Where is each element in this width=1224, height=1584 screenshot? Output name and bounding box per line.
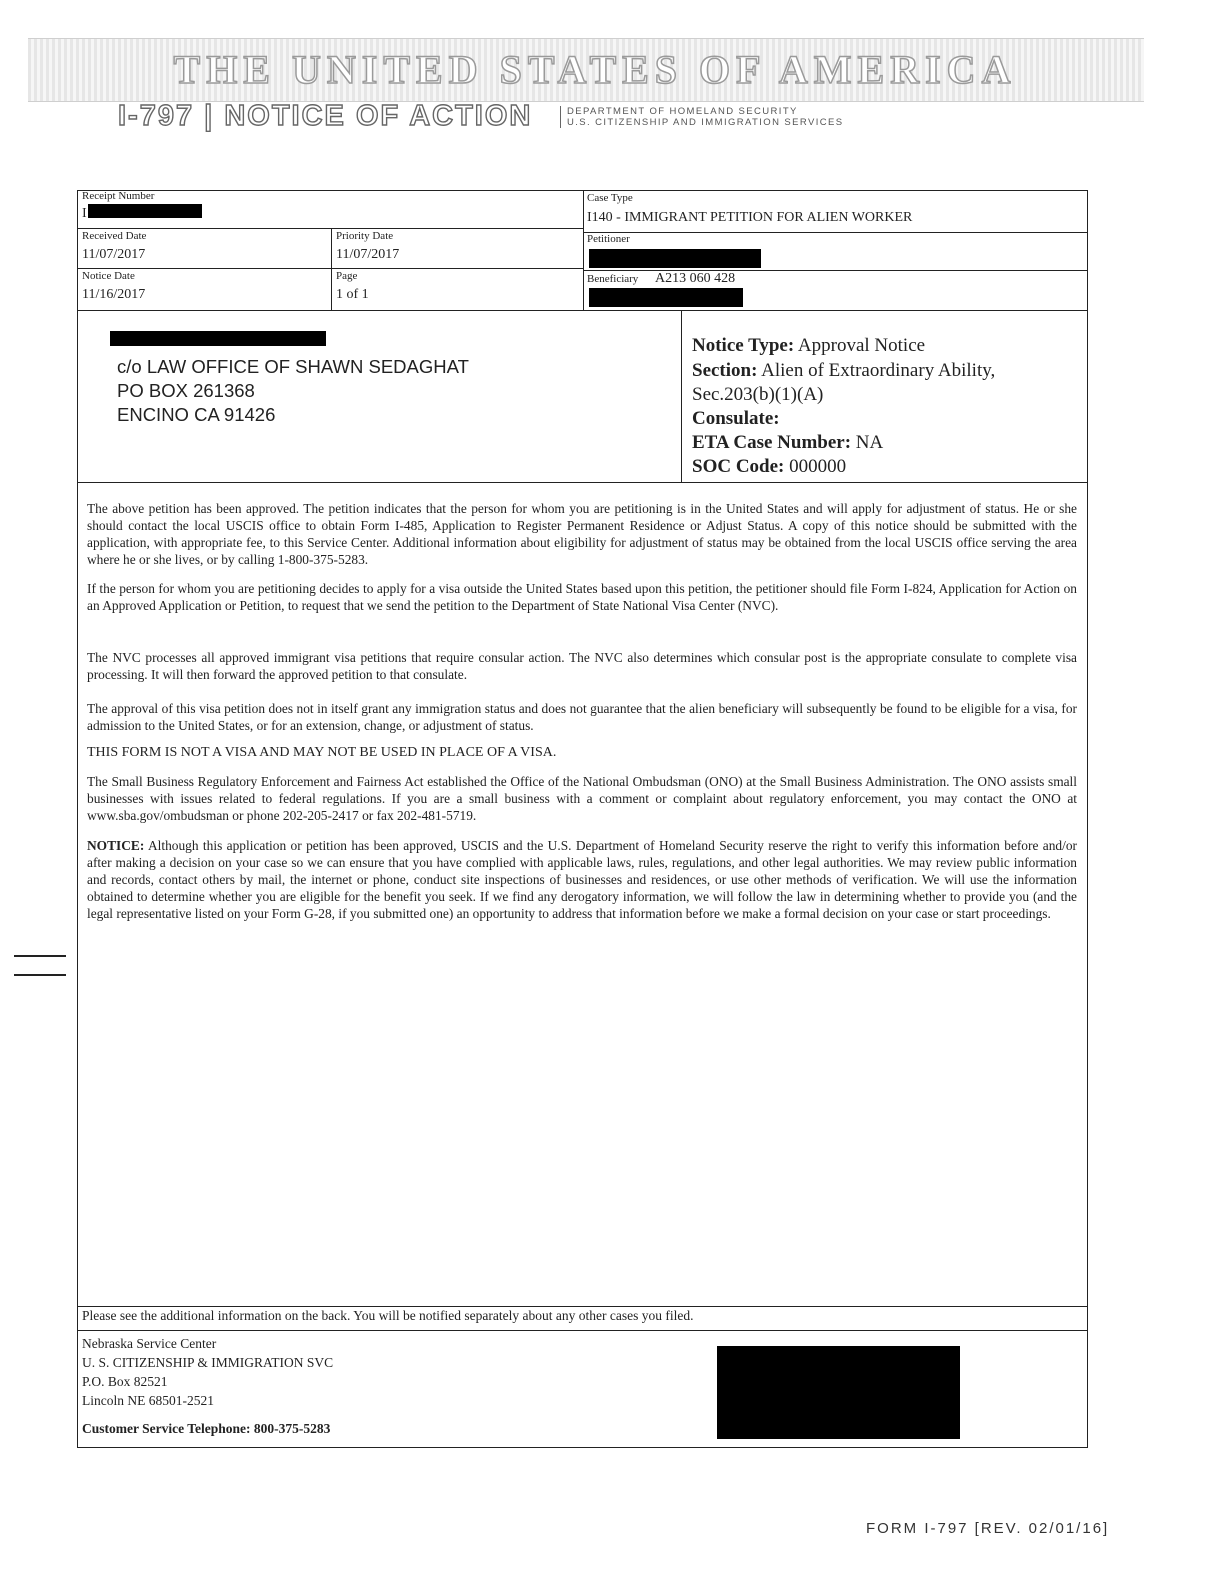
priority-date-value: 11/07/2017 (336, 247, 400, 262)
customer-service-phone: Customer Service Telephone: 800-375-5283 (82, 1421, 331, 1436)
priority-date-label: Priority Date (336, 230, 394, 242)
footer-divider (77, 1330, 1088, 1331)
redaction-receipt-number (88, 204, 202, 218)
grid-divider-left (331, 228, 332, 310)
notice-section: Section: Alien of Extraordinary Ability, (692, 360, 996, 381)
address-line-2: PO BOX 261368 (117, 380, 255, 401)
margin-mark-2 (14, 974, 66, 976)
department-line-1: DEPARTMENT OF HOMELAND SECURITY (567, 106, 798, 117)
petitioner-label: Petitioner (587, 233, 630, 245)
notice-date-value: 11/16/2017 (82, 287, 146, 302)
case-type-value: I140 - IMMIGRANT PETITION FOR ALIEN WORKER (587, 210, 913, 225)
paragraph-adjustment-of-status: The above petition has been approved. The petition indicates that the person for whom you are petitioning is in the United States and will apply for adjustment of status. He or she should contact the local USCIS office to obtain Form I-485, Application to Register Permanent Residence or Adjust Status. A copy of this notice should be submitted with the application, with appropriate fee, to this Service Center. Additional information about eligibility for adjustment of status may be obtained from the local USCIS office serving the area where he or she lives, or by calling 1-800-375-5283. (87, 501, 1077, 567)
paragraph-ombudsman: The Small Business Regulatory Enforcement and Fairness Act established the Office of the National Ombudsman (ONO) at the Small Business Administration. The ONO assists small businesses with issues related to federal regulations. If you are a small business with a comment or complaint about regulatory enforcement, you may contact the ONO at www.sba.gov/ombudsman or phone 202-205-2417 or fax 202-481-5719. (87, 774, 1077, 823)
service-center-line-1: Nebraska Service Center (82, 1336, 217, 1351)
service-center-line-3: P.O. Box 82521 (82, 1374, 168, 1389)
service-center-line-4: Lincoln NE 68501-2521 (82, 1393, 214, 1408)
footer-note: Please see the additional information on the back. You will be notified separately about any other cases you filed. (82, 1308, 694, 1323)
notice-soc-code: SOC Code: 000000 (692, 456, 847, 477)
beneficiary-a-number: A213 060 428 (655, 271, 736, 286)
footer-top-line (77, 1306, 1088, 1307)
notice-eta-case-number: ETA Case Number: NA (692, 432, 884, 453)
department-line-2: U.S. CITIZENSHIP AND IMMIGRATION SERVICES (567, 117, 844, 128)
paragraph-not-a-visa: THIS FORM IS NOT A VISA AND MAY NOT BE USED IN PLACE OF A VISA. (87, 745, 557, 760)
redaction-petitioner (589, 249, 761, 268)
grid-row-1-right (583, 232, 1088, 233)
margin-mark-1 (14, 955, 66, 957)
paragraph-nvc: The NVC processes all approved immigrant visa petitions that require consular action. The NVC also determines which consular post is the appropriate consulate to complete visa processing. It will then forward the approved petition to that consulate. (87, 650, 1077, 682)
notice-section-code: Sec.203(b)(1)(A) (692, 384, 824, 405)
page-value: 1 of 1 (336, 287, 369, 302)
grid-row-3 (77, 310, 1088, 311)
redaction-addressee (110, 331, 326, 346)
header-banner-text: THE UNITED STATES OF AMERICA (173, 47, 1017, 92)
notice-box-bottom (77, 482, 1088, 483)
notice-date-label: Notice Date (82, 270, 135, 282)
notice-consulate: Consulate: (692, 408, 780, 429)
page-label: Page (336, 270, 358, 282)
redaction-signature-block (717, 1346, 960, 1439)
service-center-line-2: U. S. CITIZENSHIP & IMMIGRATION SVC (82, 1355, 334, 1370)
received-date-label: Received Date (82, 230, 147, 242)
address-line-3: ENCINO CA 91426 (117, 404, 276, 425)
address-line-1: c/o LAW OFFICE OF SHAWN SEDAGHAT (117, 356, 469, 377)
paragraph-no-status-granted: The approval of this visa petition does not in itself grant any immigration status and does not guarantee that the alien beneficiary will subsequently be found to be eligible for a visa, for admission to the United States, or for an extension, change, or adjustment of status. (87, 701, 1077, 733)
department-block (560, 106, 843, 128)
grid-divider-center (583, 190, 584, 310)
grid-row-2-left (77, 268, 583, 269)
receipt-number-value: I (82, 206, 87, 221)
grid-row-1-left (77, 228, 583, 229)
notice-box-divider (681, 310, 682, 482)
receipt-number-label: Receipt Number (82, 190, 155, 202)
form-title: I-797 | NOTICE OF ACTION (118, 100, 533, 132)
form-revision-id: FORM I-797 [REV. 02/01/16] (866, 1520, 1110, 1537)
paragraph-visa-outside-us: If the person for whom you are petitioning decides to apply for a visa outside the United States based upon this petition, the petitioner should file Form I-824, Application for Action on an Approved Application or Petition, to request that we send the petition to the Department of State National Visa Center (NVC). (87, 581, 1077, 613)
notice-type: Notice Type: Approval Notice (692, 335, 926, 356)
beneficiary-label: Beneficiary (587, 273, 639, 285)
redaction-beneficiary (589, 288, 743, 307)
received-date-value: 11/07/2017 (82, 247, 146, 262)
paragraph-notice-verification: NOTICE: Although this application or petition has been approved, USCIS and the U.S. Department of Homeland Security reserve the right to verify this information before and/or after making a decision on your case so we can ensure that you have complied with applicable laws, rules, regulations, and other legal authorities. We may review public information and records, contact others by mail, the internet or phone, conduct site inspections of businesses and residences, or use other methods of verification. We will use the information obtained to determine whether you are eligible for the benefit you seek. If we find any derogatory information, we will follow the law in determining whether to provide you (and the legal representative listed on your Form G-28, if you submitted one) an opportunity to address that information before we make a formal decision on your case or start proceedings. (87, 838, 1077, 921)
case-type-label: Case Type (587, 192, 633, 204)
